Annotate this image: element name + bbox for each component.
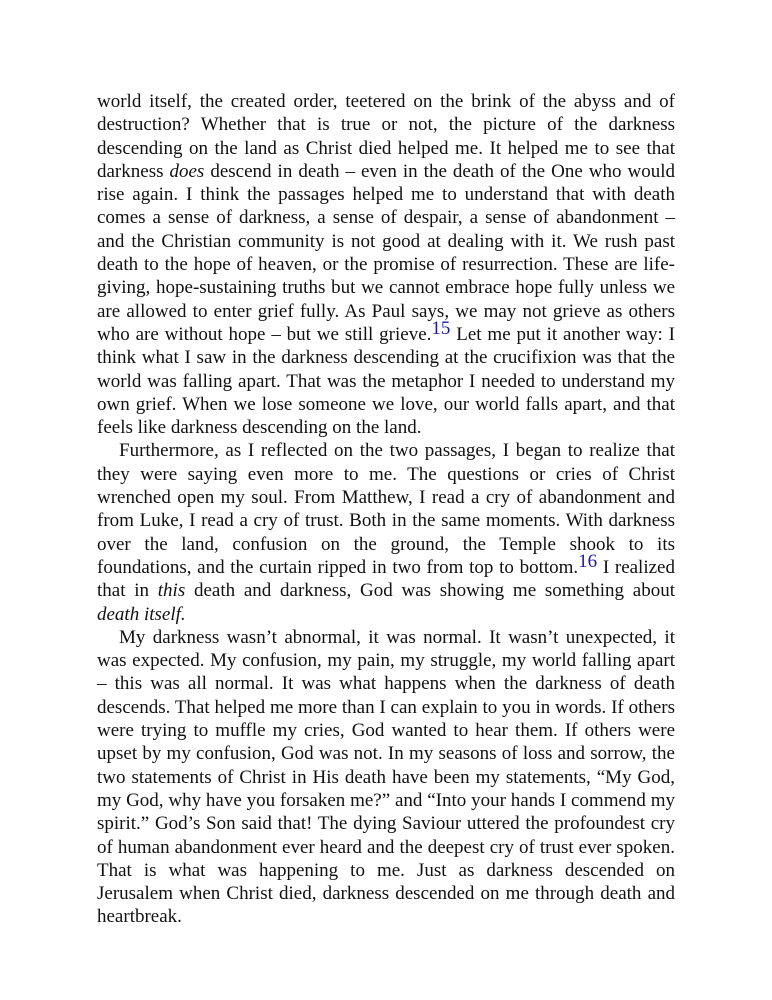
text-run: Let me put it another way: I think what I saw in the darkness descending at the crucifixion was that the world was falling apart. That was the metaphor I needed to understand my own grief. When we lose someone we love, our world falls apart, and that feels like darkness descending on the land. [97, 323, 675, 439]
paragraph-3 [97, 626, 675, 929]
paragraph-2 [97, 439, 675, 625]
italic-run: does [169, 160, 205, 182]
text-run: world itself, the created order, teetered on the brink of the abyss and of destruction? Whether that is true or not, the picture of the darkness descending on the land as Christ died helped me. It helped me to see that darkness [97, 91, 675, 182]
paragraph-1 [97, 90, 675, 439]
footnote-ref-16[interactable]: 16 [578, 550, 598, 572]
text-run: descend in death – even in the death of the One who would rise again. I think the passages helped me to understand that with death comes a sense of darkness, a sense of despair, a sense of abandonment – and the Christian community is not good at dealing with it. We rush past death to the hope of heaven, or the promise of resurrection. These are life-giving, hope-sustaining truths but we cannot embrace hope fully unless we are allowed to enter grief fully. As Paul says, we may not grieve as others who are without hope – but we still grieve. [97, 160, 675, 345]
page-body [97, 90, 675, 929]
text-run: My darkness wasn’t abnormal, it was normal. It wasn’t unexpected, it was expected. My confusion, my pain, my struggle, my world falling apart – this was all normal. It was what happens when the darkness of death descends. That helped me more than I can explain to you in words. If others were trying to muffle my cries, God wanted to hear them. If others were upset by my confusion, God was not. In my seasons of loss and sorrow, the two statements of Christ in His death have been my statements, “My God, my God, why have you forsaken me?” and “Into your hands I commend my spirit.” God’s Son said that! The dying Saviour uttered the profoundest cry of human abandonment ever heard and the deepest cry of trust ever spoken. That is what was happening to me. Just as darkness descended on Jerusalem when Christ died, darkness descended on me through death and heartbreak. [97, 626, 675, 928]
text-run: death and darkness, God was showing me something about [185, 580, 675, 602]
italic-run: this [157, 580, 186, 602]
text-run: Furthermore, as I reflected on the two passages, I began to realize that they were saying even more to me. The questions or cries of Christ wrenched open my soul. From Matthew, I read a cry of abandonment and from Luke, I read a cry of trust. Both in the same moments. With darkness over the land, confusion on the ground, the Temple shook to its foundations, and the curtain ripped in two from top to bottom. [97, 440, 675, 578]
text-run: I realized that in [97, 556, 675, 602]
italic-run: death itself. [97, 603, 186, 625]
footnote-ref-15[interactable]: 15 [431, 317, 451, 339]
